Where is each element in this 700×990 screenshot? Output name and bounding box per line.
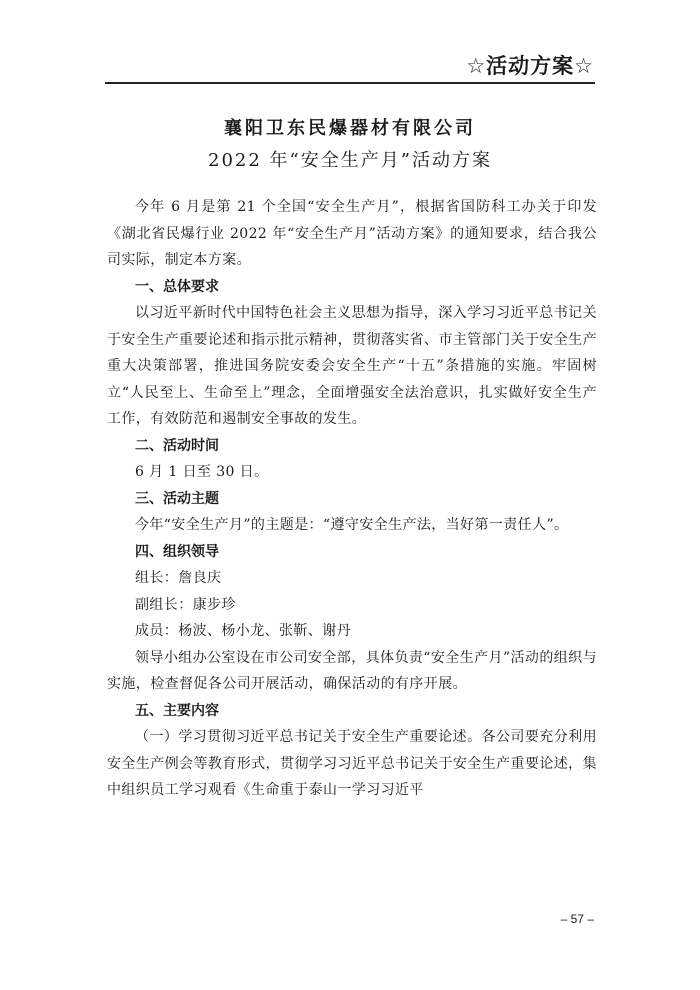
document-body [107,194,597,804]
activity-theme-paragraph: 今年“安全生产月”的主题是：“遵守安全生产法，当好第一责任人”。 [135,517,569,533]
document-title-plan: 2022 年“安全生产月”活动方案 [208,150,492,171]
section-heading-time: 二、活动时间 [135,437,219,454]
header-divider [105,82,595,84]
section-header-label: ☆活动方案☆ [466,54,594,78]
main-content-item-1: （一）学习贯彻习近平总书记关于安全生产重要论述。各公司要充分利用安全生产例会等教育形式，贯彻学习习近平总书记关于安全生产重要论述，集中组织员工学习观看《生命重于泰山一学习习近平 [107,729,597,798]
section-heading-main-content: 五、主要内容 [135,702,219,719]
group-leader-line: 组长：詹良庆 [135,570,222,586]
leadership-office-paragraph: 领导小组办公室设在市公司安全部，具体负责“安全生产月”活动的组织与实施，检查督促各公司开展活动，确保活动的有序开展。 [107,649,597,692]
intro-paragraph: 今年 6 月是第 21 个全国“安全生产月”，根据省国防科工办关于印发《湖北省民爆行业 2022 年“安全生产月”活动方案》的通知要求，结合我公司实际，制定本方案。 [107,199,597,268]
document-title-company: 襄阳卫东民爆器材有限公司 [224,118,476,139]
section-heading-organization: 四、组织领导 [135,543,219,560]
page-number: – 57 – [560,912,594,926]
section-heading-theme: 三、活动主题 [135,490,219,507]
general-requirements-paragraph: 以习近平新时代中国特色社会主义思想为指导，深入学习习近平总书记关于安全生产重要论述和指示批示精神，贯彻落实省、市主管部门关于安全生产重大决策部署，推进国务院安委会安全生产“十五”条措施的实施。牢固树立“人民至上、生命至上”理念，全面增强安全法治意识，扎实做好安全生产工作，有效防范和遏制安全事故的发生。 [107,305,597,427]
activity-time-paragraph: 6 月 1 日至 30 日。 [135,464,269,480]
section-heading-general: 一、总体要求 [135,278,219,295]
members-line: 成员：杨波、杨小龙、张靳、谢丹 [135,623,351,639]
deputy-leader-line: 副组长：康步珍 [135,596,236,613]
